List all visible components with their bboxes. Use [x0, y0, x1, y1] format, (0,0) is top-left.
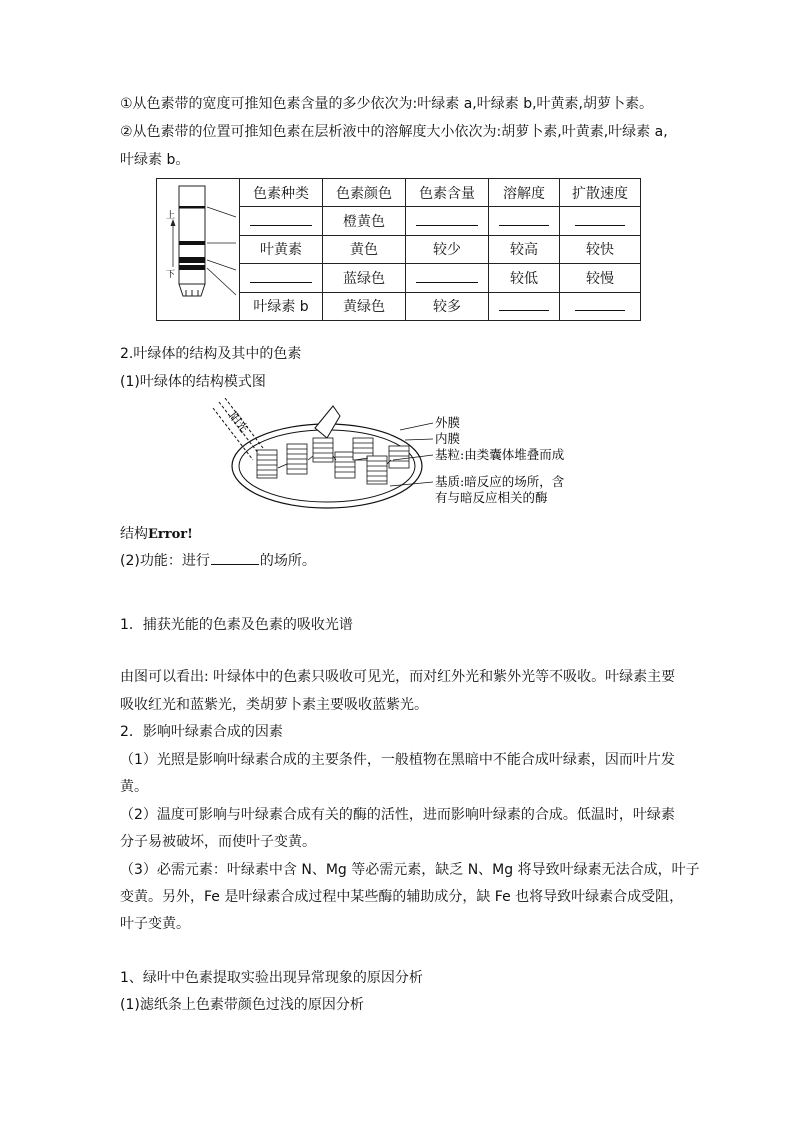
- table-cell: 叶黄素: [240, 235, 323, 263]
- label-stroma: 基质:暗反应的场所，含: [435, 474, 565, 489]
- leader-line-3: [207, 260, 236, 270]
- section2-item3: （3）必需元素：叶绿素中含 N、Mg 等必需元素，缺乏 N、Mg 将导致叶绿素无法合成，叶子: [120, 862, 700, 878]
- blank-cell[interactable]: [489, 292, 560, 320]
- band-xanthophyll: [179, 241, 205, 245]
- function-suffix: 的场所。: [259, 553, 316, 569]
- sunlight-label: 阳光: [226, 409, 251, 436]
- blank-cell[interactable]: [560, 292, 641, 320]
- error-text: Error!: [148, 527, 193, 542]
- table-cell: 叶绿素 b: [240, 292, 323, 320]
- section2-item3-cont: 变黄。另外，Fe 是叶绿素合成过程中某些酶的辅助成分，缺 Fe 也将导致叶绿素合成受阻，: [120, 889, 684, 905]
- band-chlorophyll-a: [179, 257, 205, 263]
- label-inner-membrane: 内膜: [435, 431, 461, 446]
- structure-label: 结构: [120, 526, 148, 542]
- chloroplast-heading: 2.叶绿体的结构及其中的色素: [120, 346, 302, 362]
- band-chlorophyll-b: [179, 265, 205, 270]
- table-cell: 较少: [406, 235, 489, 263]
- function-line: [120, 551, 316, 571]
- table-cell: 黄色: [323, 235, 406, 263]
- header-solubility: 溶解度: [489, 179, 560, 207]
- section2-item2-cont: 分子易被破坏，而使叶子变黄。: [120, 834, 316, 850]
- header-diffusion-speed: 扩散速度: [560, 179, 641, 207]
- chloroplast-diagram: [205, 398, 595, 513]
- blank-cell[interactable]: [489, 207, 560, 235]
- header-pigment-content: 色素含量: [406, 179, 489, 207]
- strip-label-bottom: 下: [166, 270, 176, 280]
- table-cell: 橙黄色: [323, 207, 406, 235]
- label-outer-membrane: 外膜: [435, 415, 461, 430]
- header-pigment-color: 色素颜色: [323, 179, 406, 207]
- leader-line-4: [207, 268, 236, 295]
- blank-cell[interactable]: [406, 264, 489, 292]
- blank-cell[interactable]: [240, 264, 323, 292]
- conclusion-position: ②从色素带的位置可推知色素在层析液中的溶解度大小依次为:胡萝卜素,叶黄素,叶绿素 a,: [120, 124, 668, 140]
- section3-title: 1、绿叶中色素提取实验出现异常现象的原因分析: [120, 970, 423, 986]
- structure-line: [120, 524, 193, 545]
- chromatography-strip-figure: [157, 179, 240, 321]
- blank-cell[interactable]: [406, 207, 489, 235]
- strip-label-top: 上: [166, 211, 176, 221]
- section2-item1-cont: 黄。: [120, 779, 148, 795]
- label-stroma-cont: 有与暗反应相关的酶: [435, 490, 548, 505]
- filter-strip-diagram: [157, 179, 239, 316]
- chloroplast-subheading: (1)叶绿体的结构模式图: [120, 374, 266, 390]
- conclusion-width: ①从色素带的宽度可推知色素含量的多少依次为:叶绿素 a,叶绿素 b,叶黄素,胡萝卜素。: [120, 96, 653, 112]
- leader-line-1: [207, 207, 236, 217]
- section3-subheading: (1)滤纸条上色素带颜色过浅的原因分析: [120, 997, 364, 1013]
- pigment-table: [156, 178, 641, 321]
- function-blank[interactable]: [211, 551, 259, 565]
- grana-stacks: [257, 438, 409, 484]
- section2-item1: （1）光照是影响叶绿素合成的主要条件，一般植物在黑暗中不能合成叶绿素，因而叶片发: [120, 752, 675, 768]
- table-cell: 较慢: [560, 264, 641, 292]
- section1-paragraph-cont: 吸收红光和蓝紫光，类胡萝卜素主要吸收蓝紫光。: [120, 697, 428, 713]
- header-pigment-type: 色素种类: [240, 179, 323, 207]
- section2-item3-end: 叶子变黄。: [120, 916, 190, 932]
- label-grana: 基粒:由类囊体堆叠而成: [435, 447, 565, 462]
- table-cell: 较多: [406, 292, 489, 320]
- section2-item2: （2）温度可影响与叶绿素合成有关的酶的活性，进而影响叶绿素的合成。低温时，叶绿素: [120, 807, 675, 823]
- section1-title: 1．捕获光能的色素及色素的吸收光谱: [120, 617, 353, 633]
- conclusion-position-cont: 叶绿素 b。: [120, 152, 190, 168]
- table-cell: 较高: [489, 235, 560, 263]
- blank-cell[interactable]: [560, 207, 641, 235]
- section1-paragraph: 由图可以看出: 叶绿体中的色素只吸收可见光，而对红外光和紫外光等不吸收。叶绿素主要: [120, 669, 676, 685]
- band-carotene: [179, 206, 205, 209]
- section2-title: 2．影响叶绿素合成的因素: [120, 724, 283, 740]
- table-cell: 较低: [489, 264, 560, 292]
- blank-cell[interactable]: [240, 207, 323, 235]
- table-cell: 黄绿色: [323, 292, 406, 320]
- function-prefix: (2)功能：进行: [120, 553, 210, 569]
- table-cell: 蓝绿色: [323, 264, 406, 292]
- table-cell: 较快: [560, 235, 641, 263]
